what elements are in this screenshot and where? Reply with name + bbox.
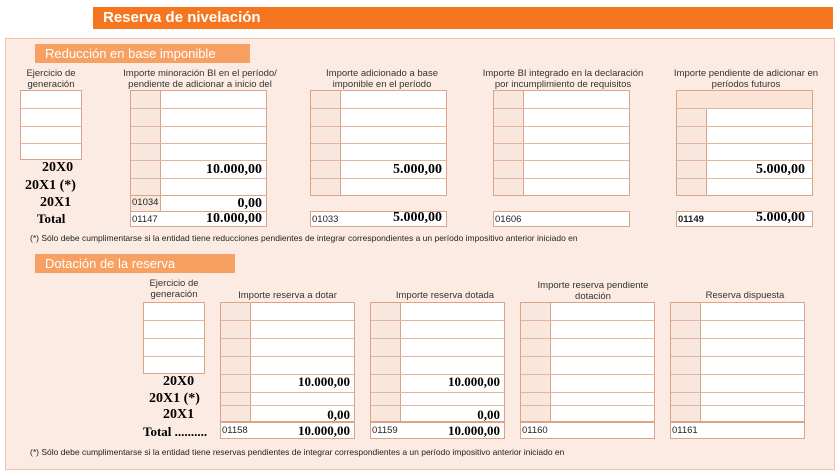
code-01147: 01147 [132,214,158,225]
header2-dotada: Importe reserva dotada [395,290,495,301]
header-pendiente: Importe pendiente de adicionar en períodos futuros [673,68,819,90]
s2-year-20x0: 20X0 [163,374,195,389]
header2-dispuesta: Reserva dispuesta [705,290,785,301]
dispuesta-input-column[interactable] [670,302,805,422]
header-adicionado: Importe adicionado a base imponible en el período [326,68,438,90]
code-01606: 01606 [495,214,522,225]
form-title: Reserva de nivelación [93,7,833,29]
minoracion-input-column[interactable] [130,90,267,196]
integrado-input-column[interactable] [493,90,630,196]
header-minoracion: Importe minoración BI en el período/ pendiente de adicionar a inicio del [123,68,277,90]
header2-ejercicio: Ejercicio de generación [149,278,199,300]
code-01159: 01159 [372,425,398,436]
code-01033: 01033 [312,214,339,225]
a-dotar-20x1-value: 0,00 [327,407,350,422]
dotada-20x1-value: 0,00 [477,407,500,422]
ejercicio2-blank-rows [143,302,205,374]
pendiente-total-value: 5.000,00 [756,210,805,225]
dotada-20x0-value: 10.000,00 [448,374,500,389]
minoracion-20x1-value: 0,00 [237,196,262,211]
code-01160: 01160 [522,425,548,436]
s1-year-20x1-star: 20X1 (*) [25,178,76,193]
section1-footnote: (*) Sólo debe cumplimentarse si la entidad tiene reducciones pendientes de integrar correspondientes a un período impositivo anterior iniciado en [30,233,578,243]
section-dotacion-title: Dotación de la reserva [35,254,235,273]
dotada-input-column[interactable] [370,302,505,422]
a-dotar-input-column[interactable] [220,302,355,422]
pendiente-input-column[interactable] [676,90,813,196]
adicionado-total-value: 5.000,00 [393,210,442,225]
adicionado-20x0-value: 5.000,00 [393,162,442,177]
section2-footnote: (*) Sólo debe cumplimentarse si la entidad tiene reservas pendientes de integrar correspondientes a un período impositivo anterior iniciado en [30,447,565,457]
s1-total-label: Total [37,211,66,226]
s2-total-label: Total .......... [143,424,208,439]
a-dotar-total-value: 10.000,00 [298,423,350,438]
dotada-total-value: 10.000,00 [448,423,500,438]
ejercicio-blank-rows [20,90,82,160]
code-01034: 01034 [132,197,159,208]
header2-pendiente: Importe reserva pendiente dotación [537,280,649,302]
code-01161: 01161 [672,425,698,436]
code-01149: 01149 [678,214,704,225]
s1-year-20x1: 20X1 [40,195,72,210]
s2-year-20x1-star: 20X1 (*) [149,391,200,406]
minoracion-20x0-value: 10.000,00 [206,162,262,177]
code-01158: 01158 [222,425,248,436]
pendiente-dotacion-input-column[interactable] [520,302,655,422]
s1-year-20x0: 20X0 [42,160,74,175]
minoracion-total-value: 10.000,00 [206,211,262,226]
header-ejercicio: Ejercicio de generación [26,68,76,90]
header2-a-dotar: Importe reserva a dotar [238,290,337,301]
adicionado-input-column[interactable] [310,90,447,196]
header-integrado: Importe BI integrado en la declaración por incumplimiento de requisitos [482,68,644,90]
pendiente-20x0-value: 5.000,00 [756,162,805,177]
s2-year-20x1: 20X1 [163,407,195,422]
section-reduccion-title: Reducción en base imponible [35,44,250,63]
a-dotar-20x0-value: 10.000,00 [298,374,350,389]
